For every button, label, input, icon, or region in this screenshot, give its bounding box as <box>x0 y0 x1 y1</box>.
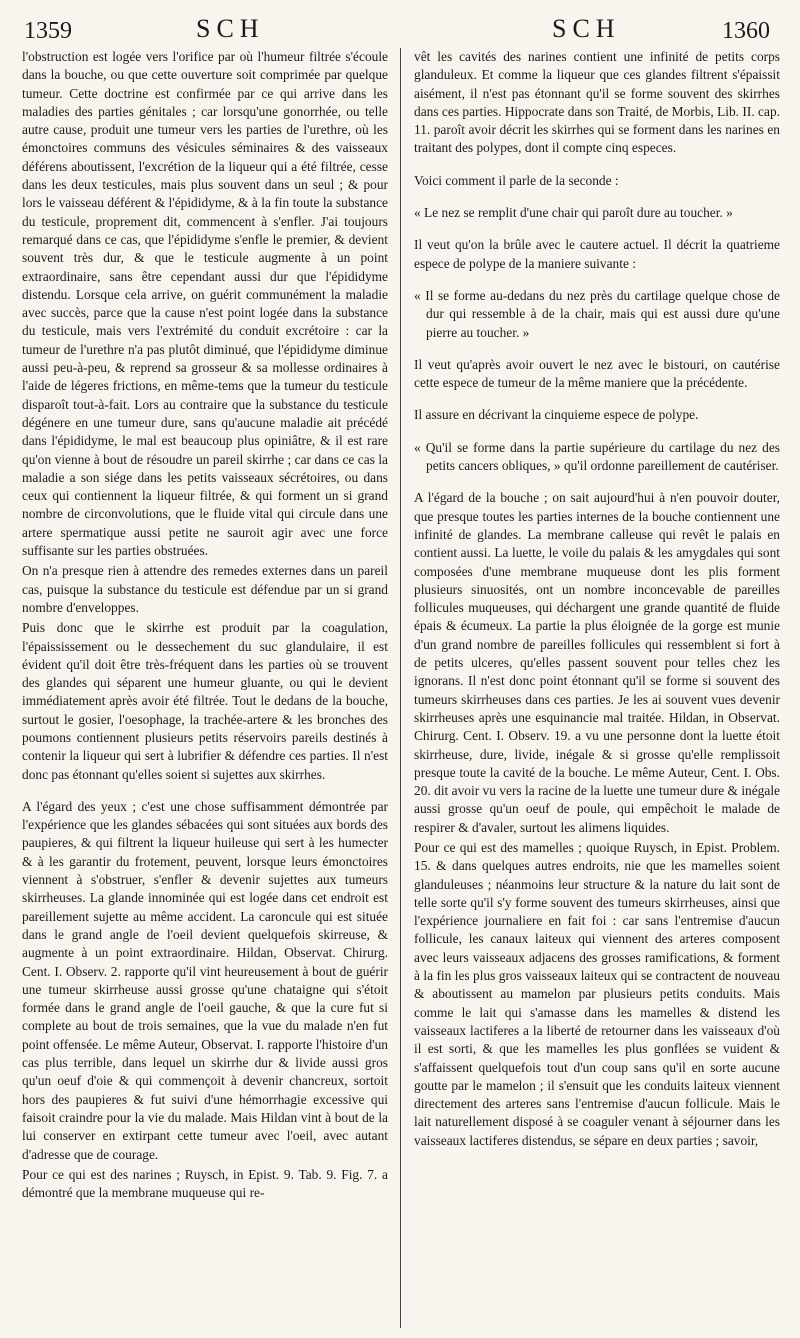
right-column <box>414 48 780 1330</box>
quotation: « Le nez se remplit d'une chair qui paroît dure au toucher. » <box>414 205 733 221</box>
running-head-right: SCH <box>552 14 621 43</box>
paragraph: Pour ce qui est des narines ; Ruysch, in Epist. 9. Tab. 9. Fig. 7. a démontré que la membrane muqueuse qui re- <box>22 1166 388 1201</box>
paragraph: Il veut qu'on la brûle avec le cautere actuel. Il décrit la quatrieme espece de polype de la maniere suivante : <box>414 237 780 271</box>
paragraph: Pour ce qui est des mamelles ; quoique Ruysch, in Epist. Problem. 15. & dans quelques autres endroits, nie que les mamelles soient glanduleuses ; néanmoins leur structure & la nature du lait sont de telle sorte qu'il s'y forme souvent des tumeurs skirrheuses, ainsi que l'expérience journaliere en fait foi : car sans l'entremise d'aucun follicule, les canaux laiteux qui viennent des arteres composent avec leurs vaisseaux adjacens des grosses ramifications, & forment à la fin les plus gros vaisseaux laiteux qui se contractent de nouveau & aboutissent au mamelon par plusieurs petits conduits. Mais comme le lait qui s'amasse dans les mamelles & distend les vaisseaux lactiferes a la liberté de retourner dans les vaisseaux d'où il est sorti, & que les mamelles les plus gonflées se vuident & s'affaissent quelquefois tout d'un coup sans qu'il en sorte aucune goutte par le mamelon ; il s'ensuit que les conduits laiteux viennent directement des arteres sans l'entremise d'aucun follicule. Mais le lait naturellement disposé à se coaguler venant à séjourner dans les vaisseaux lactiferes distendus, se sépare en deux parties ; savoir, <box>414 839 780 1148</box>
paragraph: vêt les cavités des narines contient une infinité de petits corps glanduleux. Et comme la liqueur que ces glandes filtrent s'épaissit aisément, il n'est pas étonnant qu'il se forme souvent des skirrhes dans ces parties. Hippocrate dans son Traité, de Morbis, Lib. II. cap. 11. paroît avoir décrit les skirrhes qui se forment dans les narines en traitant des polypes, dont il compte cinq especes. <box>414 49 780 156</box>
paragraph: Il assure en décrivant la cinquieme espece de polype. <box>414 407 699 423</box>
running-head-left: SCH <box>196 14 265 43</box>
page-number-right: 1360 <box>722 18 770 44</box>
paragraph: A l'égard des yeux ; c'est une chose suffisamment démontrée par l'expérience que les glandes sébacées qui sont situées aux bords des paupieres, & qui filtrent la liqueur huileuse qui sert à les humecter & à les garantir du frotement, peuvent, lorsque leurs émonctoires viennent à s'obstruer, s'enfler & devenir sujettes aux tumeurs skirrheuses. La glande innominée qui est logée dans cet endroit est pareillement sujette au même accident. La caroncule qui est située dans le grand angle de l'oeil devient quelquefois skirreuse, & augmente à un point extraordinaire. Hildan, Observat. Chirurg. Cent. I. Observ. 2. rapporte qu'il vint heureusement à bout de guérir une tumeur skirrheuse aussi grosse qu'une chataigne qui s'étoit formée dans le grand angle de l'oeil gauche, & que la cure fut si complete au bout de trois semaines, que la vue du malade n'en fut point offensée. Le même Auteur, Observat. I. rapporte l'histoire d'un cas plus terrible, dans lequel un skirrhe dur & livide aussi gros qu'un oeuf d'oie & qui commençoit à devenir chancreux, sortoit hors des paupieres & fut suivi d'une hémorrhagie excessive qui faisoit craindre pour la vie du malade. Mais Hildan vint à bout de la lui conserver en extirpant cette tumeur avec l'oeil, avec autant d'adresse que de courage. <box>22 798 388 1162</box>
quotation: « Il se forme au-dedans du nez près du cartilage quelque chose de dur qui ressemble à de la chair, mais qui est aussi dure qu'une pierre au toucher. » <box>414 287 780 340</box>
paragraph: Puis donc que le skirrhe est produit par la coagulation, l'épaississement ou le dessechement du suc glandulaire, il est évident qu'il doit être très-fréquent dans les parties où se trouvent des glandes qui séparent une humeur gluante, ou qui le devient immédiatement après avoir été filtrée. Tout le dedans de la bouche, surtout le gosier, l'oesophage, la trachée-artere & les bronches des poumons contiennent plusieurs petits réservoirs pareils destinés à contenir la liqueur qui sert à lubrifier & défendre ces parties. Il n'est donc pas étonnant qu'elles soient si sujettes aux skirrhes. <box>22 620 388 782</box>
paragraph: Il veut qu'après avoir ouvert le nez avec le bistouri, on cautérise cette espece de tumeur de la même maniere que la précédente. <box>414 356 780 391</box>
page-number-left: 1359 <box>24 18 72 44</box>
paragraph: Voici comment il parle de la seconde : <box>414 172 619 188</box>
left-column <box>22 48 388 1330</box>
paragraph: A l'égard de la bouche ; on sait aujourd'hui à n'en pouvoir douter, que presque toutes les parties internes de la bouche contiennent une infinité de glandes. La membrane calleuse qui revêt le palais en contient aussi. La luette, le voile du palais & les amygdales qui sont composées d'une membrane muqueuse dont les plis forment plusieurs sinuosités, ont un nombre inconcevable de pareilles follicules muqueuses, qui déchargent une grande quantité de fluide épais & écumeux. La partie la plus éloignée de la gorge est munie d'un grand nombre de pareilles follicules qui ressemblent si fort à de petits ulceres, qu'elles passent souvent pour telles chez les ignorans. Il n'est donc point étonnant qu'il se forme si souvent des tumeurs skirrheuses dans ces parties. Je les ai souvent vues devenir skirrheuses après une esquinancie mal traitée. Hildan, in Observat. Chirurg. Cent. I. Observ. 19. a vu une personne dont la luette étoit skirrheuse, dure, livide, inégale & si grosse qu'elle remplissoit presque toute la cavité de la bouche. Le même Auteur, Cent. I. Obs. 20. dit avoir vu vers la racine de la luette une tumeur dure & inégale aussi grosse qu'un oeuf de poule, qui empêchoit le malade de respirer & d'avaler, surtout les alimens liquides. <box>414 490 780 835</box>
page-header <box>0 10 800 50</box>
paragraph: l'obstruction est logée vers l'orifice par où l'humeur filtrée s'écoule dans la bouche, ou que cette ouverture soit comprimée par quelque tumeur. Cette doctrine est confirmée par ce qui arrive dans les maladies des parties génitales ; car lorsqu'une gonorrhée, ou telle autre cause, produit une tumeur vers les parties de l'urethre, où les émonctoires communs des vésicules séminaires & des vaisseaux déférens aboutissent, l'excrétion de la liqueur qui a été filtrée, cesse dans les deux testicules, mais plus souvent dans un seul ; & pour lors le vaisseau déférent & l'épididyme, & à la fin toute la substance du testicule, proprement dit, commencent à s'enfler. J'ai toujours remarqué dans ce cas, que l'épididyme s'enfle le premier, & devient souvent très dur, & que le testicule augmente à un point extraordinaire, sans être cependant aussi dur que l'épididyme distendu. Lorsque cela arrive, on guérit communément la maladie avec succès, parce que la cause n'est point logée dans la substance du testicule, mais vers l'extrémité du conduit excrétoire : car la tumeur de l'urethre n'a pas plutôt diminué, que l'épididyme diminue aussi peu-à-peu, & reprend sa grosseur & sa mollesse ordinaires à l'aide de légeres frictions, en même-tems que la tumeur du testicule disparoît tout-à-fait. Lors au contraire que la substance du testicule dégénere en une tumeur dure, sans qu'aucune maladie ait précédé dans l'épididyme, le mal est beaucoup plus opiniâtre, & il est rare qu'on vienne à bout de résoudre un pareil skirrhe ; car dans ce cas la maladie a son siége dans les petits vaisseaux sécrétoires, ou dans ceux qui contiennent la liqueur filtrée, & qui forment un si grand nombre de circonvolutions, que le fluide vital qui circule dans une artere spermatique aussi petite ne sauroit agir avec une force suffisante sur les parties obstruées. <box>22 49 388 559</box>
column-divider <box>400 48 401 1328</box>
quotation: « Qu'il se forme dans la partie supérieure du cartilage du nez des petits cancers obliques, » qu'il ordonne pareillement de cautériser. <box>414 439 780 474</box>
paragraph: On n'a presque rien à attendre des remedes externes dans un pareil cas, puisque la substance du testicule est défendue par un si grand nombre d'enveloppes. <box>22 563 388 615</box>
